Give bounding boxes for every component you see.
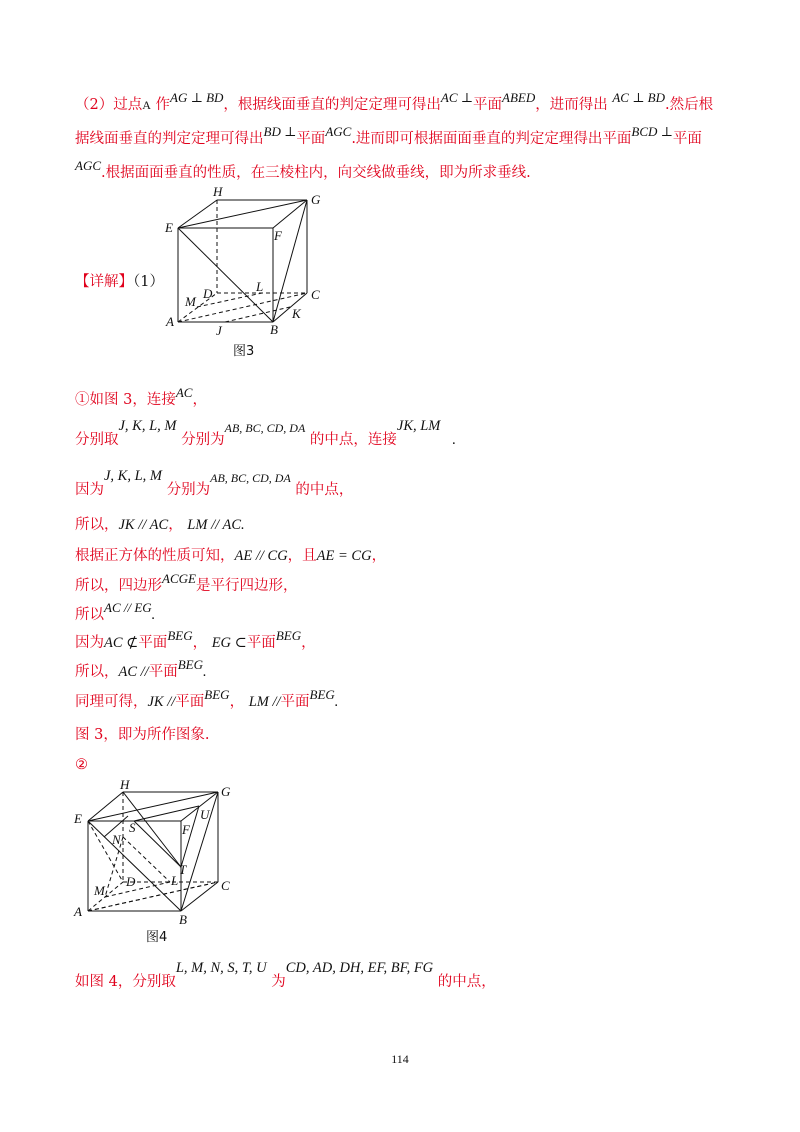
fig4-label-U: U	[200, 807, 210, 822]
fig4-label-F: F	[182, 822, 190, 837]
page-number: 114	[391, 1052, 409, 1066]
fig3-caption: 图3	[233, 344, 255, 359]
fig4-label-A: A	[74, 904, 82, 919]
proof-s11: 图 3，即为所作图象.	[75, 727, 210, 743]
p2-line3: AGC.根据面面垂直的性质，在三棱柱内，向交线做垂线，即为所求垂线.	[75, 158, 531, 181]
proof-s5: 根据正方体的性质可知，AE // CG，且AE = CG，	[75, 548, 387, 564]
fig4-label-G: G	[221, 784, 231, 799]
fig3-label-L: L	[256, 279, 264, 294]
proof-s10: 同理可得，JK //平面BEG， LM //平面BEG.	[75, 687, 339, 710]
fig3-label-A: A	[166, 314, 174, 329]
proof-s8: 因为AC ⊄平面BEG， EG ⊂平面BEG，	[75, 628, 316, 651]
fig3-label-M: M	[185, 294, 196, 309]
fig3-label-J: J	[216, 323, 222, 338]
fig3-label-C: C	[311, 287, 320, 302]
proof-s4: 所以，JK // AC， LM // AC.	[75, 517, 245, 533]
fig3-label-B: B	[270, 322, 278, 337]
fig3-label-F: F	[274, 228, 282, 243]
fig3-label-K: K	[292, 306, 301, 321]
fig3-label-G: G	[311, 192, 321, 207]
fig4-label-E: E	[74, 811, 82, 826]
fig4-caption: 图4	[146, 930, 168, 945]
fig4-label-N: N	[112, 832, 121, 847]
fig4-label-D: D	[126, 874, 136, 889]
proof-s9: 所以，AC //平面BEG.	[75, 657, 207, 680]
p2-line2: 据线面垂直的判定定理可得出BD ⊥平面AGC.进而即可根据面面垂直的判定定理得出平面BCD ⊥平面	[75, 124, 702, 147]
fig3-label-H: H	[213, 185, 223, 199]
proof-s6: 所以，四边形ACGE是平行四边形，	[75, 571, 298, 594]
last-line: 如图 4，分别取L, M, N, S, T, U 为CD, AD, DH, EF, BF, FG 的中点，	[75, 960, 496, 990]
proof-s2: 分别取J, K, L, M 分别为$^{AB, BC, CD, DA}$ 的中点，连接JK, LM.	[75, 418, 457, 448]
proof-s12: ②	[75, 757, 88, 773]
fig3-label-E: E	[165, 220, 173, 235]
proof-s3: 因为J, K, L, M 分别为$^{AB, BC, CD, DA}$ 的中点，	[75, 468, 354, 498]
fig4-label-B: B	[179, 912, 187, 927]
figure-3	[160, 185, 340, 365]
fig4-label-S: S	[129, 820, 136, 835]
fig4-label-H: H	[120, 778, 130, 792]
p2-line1: （2）过点A 作AG ⊥ BD，根据线面垂直的判定定理可得出AC ⊥平面ABED，进而得出 AC ⊥ BD.然后根	[75, 90, 714, 113]
fig3-label-D: D	[203, 286, 213, 301]
fig4-label-M: M	[94, 883, 105, 898]
fig4-label-T: T	[179, 862, 187, 877]
fig4-label-C: C	[221, 878, 230, 893]
fig4-label-L: L	[171, 873, 179, 888]
proof-s1: ①如图 3，连接AC，	[75, 385, 207, 408]
detail-label: 【详解】（1）	[75, 274, 164, 290]
figure-4	[68, 778, 243, 948]
proof-s7: 所以AC // EG.	[75, 600, 156, 623]
